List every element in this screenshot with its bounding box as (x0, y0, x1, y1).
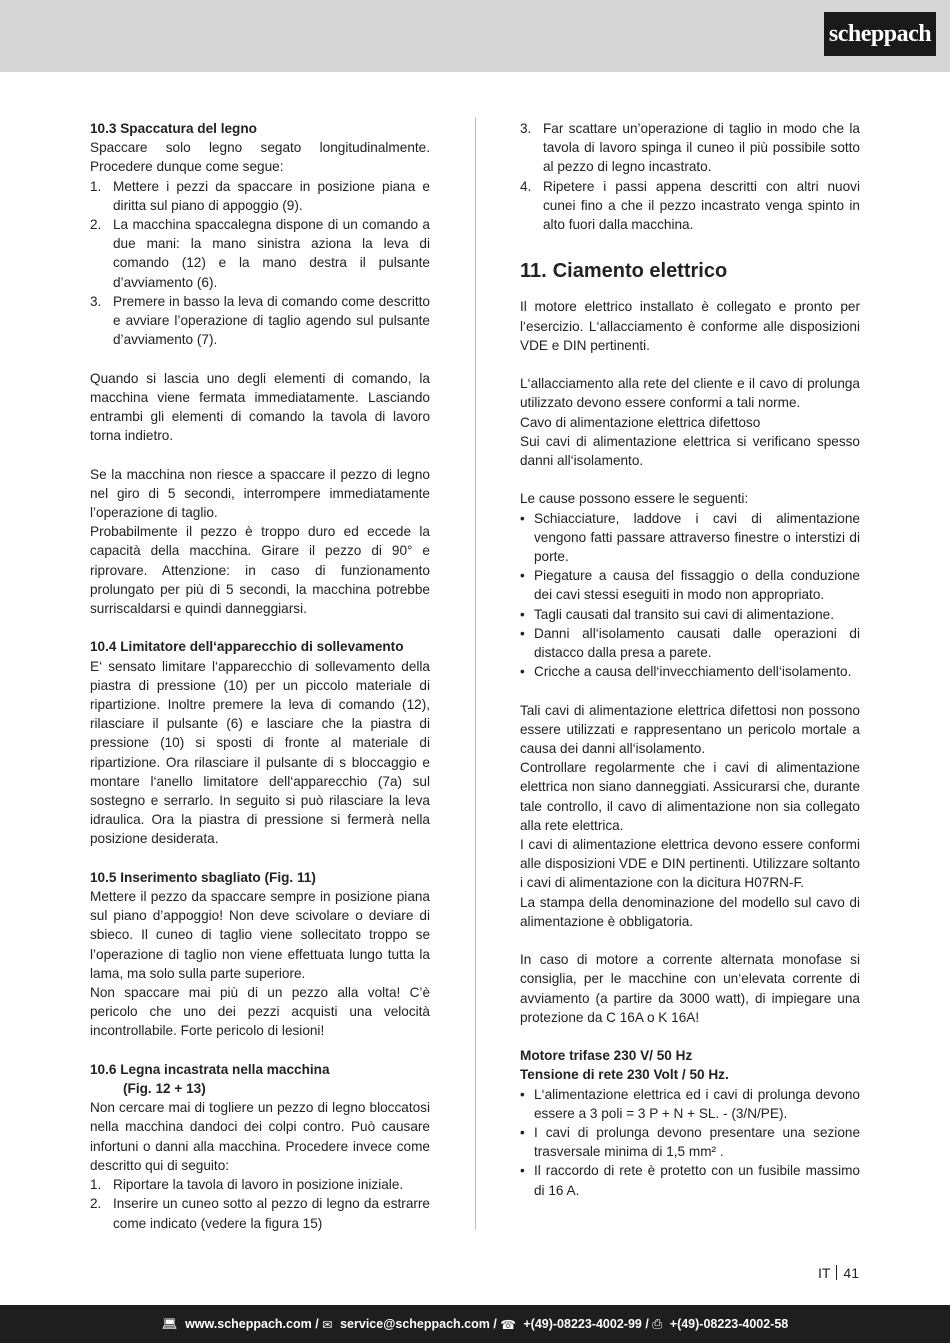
list-item-text: La macchina spaccalegna dispone di un comando a due mani: la mano sinistra aziona la leva di comando (12) e la mano destra il pulsante d’avviamento (6). (113, 217, 430, 290)
list-item-text: Premere in basso la leva di comando come descritto e avviare l’operazione di taglio agendo sul pulsante d’avviamento (7). (113, 293, 430, 348)
section-10-3-steps (90, 177, 430, 350)
fax-icon: ⎙ (652, 1316, 666, 1331)
paragraph-causes: Le cause possono essere le seguenti: (520, 491, 749, 507)
mail-icon: ✉ (322, 1317, 337, 1332)
list-item (520, 177, 860, 235)
footer-fax: +(49)-08223-4002-58 (669, 1317, 789, 1331)
bullet-icon: • (520, 1163, 525, 1179)
list-item-text: Ripetere i passi appena descritti con altri nuovi cunei fino a che il pezzo incastrato venga spinto in alto fuori dalla macchina. (543, 178, 860, 233)
list-item-text: Tagli causati dal transito sui cavi di alimentazione. (534, 606, 834, 622)
paragraph-release: Quando si lascia uno degli elementi di comando, la macchina viene fermata immediatamente. Lasciando entrambi gli elementi di comando la tavola di lavoro torna indietro. (90, 370, 430, 444)
list-item-text: Piegature a causa del fissaggio o della conduzione dei cavi stessi eseguiti in modo non appropriato. (534, 568, 860, 603)
bullet-icon: • (520, 1086, 525, 1102)
logo-text: scheppach (828, 20, 932, 47)
paragraph-defect-text: Sui cavi di alimentazione elettrica si verificano spesso danni all‘isolamento. (520, 433, 860, 469)
section-10-6-title: 10.6 Legna incastrata nella macchina (90, 1061, 330, 1077)
page-number (818, 1265, 859, 1281)
list-number: 1. (90, 1177, 102, 1193)
list-item (90, 1175, 430, 1194)
brand-logo (824, 12, 936, 56)
list-item (520, 624, 860, 662)
bullet-icon: • (520, 664, 525, 680)
bullet-icon: • (520, 606, 525, 622)
header-band (0, 0, 950, 72)
list-item (520, 1161, 860, 1199)
paragraph-danger: Tali cavi di alimentazione elettrica difettosi non possono essere utilizzati e rappresentano un pericolo mortale a causa dei danni all‘isolamento. (520, 702, 860, 757)
page-number-separator (836, 1265, 837, 1280)
page-language: IT (817, 1265, 831, 1281)
paragraph-connection: L‘allacciamento alla rete del cliente e il cavo di prolunga utilizzato devono essere conformi a tali norme. (520, 376, 860, 411)
footer-website[interactable]: www.scheppach.com / (185, 1317, 319, 1331)
section-10-4-text: E‘ sensato limitare l‘apparecchio di sollevamento della piastra di pressione (10) per un piccolo materiale di ripartizione. Inoltre premere la leva di comando (12), rilasciare il pulsante (6) e lasciare che la piastra di pressione (10) si sposti di fronte al materiale di ripartizione. Ora rilasciare il pulsante di s bloccaggio e montare l‘anello limitatore dell‘apparecchio (7a) sul sostegno e serrarlo. In seguito si può rilasciare la leva idraulica. Ora la piastra di pressione si fermerà nella posizione desiderata. (90, 658, 430, 847)
paragraph-norms: I cavi di alimentazione elettrica devono essere conformi alle disposizioni VDE e DIN pertinenti. Utilizzare soltanto i cavi di alimentazione con la dicitura H07RN-F. (520, 837, 860, 891)
list-item-text: Cricche a causa dell‘invecchiamento dell‘isolamento. (534, 664, 852, 680)
list-item-text: Riportare la tavola di lavoro in posizione iniziale. (113, 1177, 404, 1193)
causes-list (520, 509, 860, 682)
left-column (90, 119, 430, 1233)
section-10-6-title-fig: (Fig. 12 + 13) (123, 1081, 206, 1097)
section-10-3-title: 10.3 Spaccatura del legno (90, 121, 257, 136)
list-item-text: I cavi di prolunga devono presentare una sezione trasversale minima di 1,5 mm² . (534, 1125, 860, 1160)
list-item-text: Schiacciature, laddove i cavi di alimentazione vengono fatti passare attraverso finestre o interstizi di porte. (534, 510, 860, 565)
three-phase-title: Motore trifase 230 V/ 50 Hz (520, 1048, 693, 1064)
paragraph-defect-title: Cavo di alimentazione elettrica difettoso (520, 414, 761, 430)
footer-phone: +(49)-08223-4002-99 / (523, 1317, 649, 1331)
list-item-text: Inserire un cuneo sotto al pezzo di legno da estrarre come indicato (vedere la figura 15) (113, 1196, 430, 1231)
list-item (90, 1194, 430, 1232)
bullet-icon: • (520, 510, 525, 526)
list-number: 1. (90, 178, 102, 194)
section-11-title: Ciamento elettrico (552, 260, 728, 283)
column-divider (475, 117, 476, 1230)
section-10-6-steps-cont (520, 119, 860, 234)
computer-icon: 💻︎ (161, 1316, 182, 1331)
list-item (520, 662, 860, 681)
bullet-icon: • (520, 625, 525, 641)
section-10-5-title: 10.5 Inserimento sbagliato (Fig. 11) (90, 869, 316, 885)
list-item-text: L‘alimentazione elettrica ed i cavi di prolunga devono essere a 3 poli = 3 P + N + SL. - (3/N/PE). (534, 1086, 860, 1121)
paragraph-model: La stampa della denominazione del modello sul cavo di alimentazione è obbligatoria. (520, 894, 860, 929)
section-10-6-steps (90, 1175, 430, 1233)
section-10-3-intro: Spaccare solo legno segato longitudinalmente. Procedere dunque come segue: (90, 140, 430, 175)
list-item (520, 119, 860, 177)
footer-bar (0, 1305, 950, 1343)
list-number: 2. (90, 1196, 102, 1212)
list-item (520, 1085, 860, 1123)
paragraph-check: Controllare regolarmente che i cavi di alimentazione elettrica non siano danneggiati. Assicurarsi che, durante tale controllo, il cavo di alimentazione non sia collegato alla rete elettrica. (520, 760, 860, 833)
voltage-title: Tensione di rete 230 Volt / 50 Hz. (520, 1067, 729, 1083)
page-number-value: 41 (843, 1265, 859, 1281)
phone-icon: ☎ (500, 1317, 520, 1332)
list-item (520, 1123, 860, 1161)
paragraph-fail: Se la macchina non riesce a spaccare il pezzo di legno nel giro di 5 secondi, interrompere immediatamente l’operazione di taglio. (90, 466, 430, 521)
section-10-5-text: Mettere il pezzo da spaccare sempre in posizione piana sul piano d’appoggio! Non deve scivolare o deviare di sbieco. Il cuneo di taglio viene sollecitato troppo se l’operazione di taglio non viene effettuata lungo tutta la lama, ma solo sulla parte superiore. (90, 889, 430, 981)
list-item (520, 509, 860, 567)
section-11-number: 11. (520, 260, 547, 283)
section-10-6-text: Non cercare mai di togliere un pezzo di legno bloccatosi nella macchina dandoci dei colpi contro. Può causare infortuni o danni alla macchina. Procedere invece come descritto qui di seguito: (90, 1100, 430, 1173)
list-number: 4. (520, 178, 532, 194)
list-item (90, 215, 430, 292)
paragraph-motor: Il motore elettrico installato è collegato e pronto per l‘esercizio. L‘allacciamento è conforme alle disposizioni VDE e DIN pertinenti. (520, 299, 860, 353)
list-item-text: Mettere i pezzi da spaccare in posizione piana e diritta sul piano di appoggio (9). (113, 178, 430, 213)
right-column (520, 119, 860, 1200)
three-phase-list (520, 1085, 860, 1200)
paragraph-hard: Probabilmente il pezzo è troppo duro ed eccede la capacità della macchina. Girare il pezzo di 90° e riprovare. Attenzione: in caso di funzionamento prolungato per più di 5 secondi, la macchina potrebbe surriscaldarsi e quindi danneggiarsi. (90, 524, 430, 617)
list-item (520, 605, 860, 624)
section-10-4-title: 10.4 Limitatore dell‘apparecchio di sollevamento (90, 639, 404, 655)
list-item-text: Il raccordo di rete è protetto con un fusibile massimo di 16 A. (534, 1163, 860, 1198)
paragraph-monophase: In caso di motore a corrente alternata monofase si consiglia, per le macchine con un‘elevata corrente di avviamento (a partire da 3000 watt), di impiegare una protezione da C 16A o K 16A! (520, 952, 860, 1025)
section-10-5-warning: Non spaccare mai più di un pezzo alla volta! C’è pericolo che uno dei pezzi acquisti una velocità incontrollabile. Forte pericolo di lesioni! (90, 985, 430, 1039)
list-item (520, 566, 860, 604)
footer-email[interactable]: service@scheppach.com / (340, 1317, 497, 1331)
list-item-text: Danni all‘isolamento causati dalle operazioni di distacco dalla presa a parete. (534, 625, 860, 661)
list-item (90, 292, 430, 350)
list-number: 3. (90, 293, 102, 309)
bullet-icon: • (520, 1125, 525, 1141)
list-number: 3. (520, 121, 532, 136)
list-number: 2. (90, 217, 102, 233)
list-item-text: Far scattare un’operazione di taglio in modo che la tavola di lavoro spinga il cuneo il più possibile sotto al pezzo di legno incastrato. (543, 121, 860, 175)
bullet-icon: • (520, 568, 525, 584)
list-item (90, 177, 430, 215)
section-11-heading (520, 259, 860, 283)
